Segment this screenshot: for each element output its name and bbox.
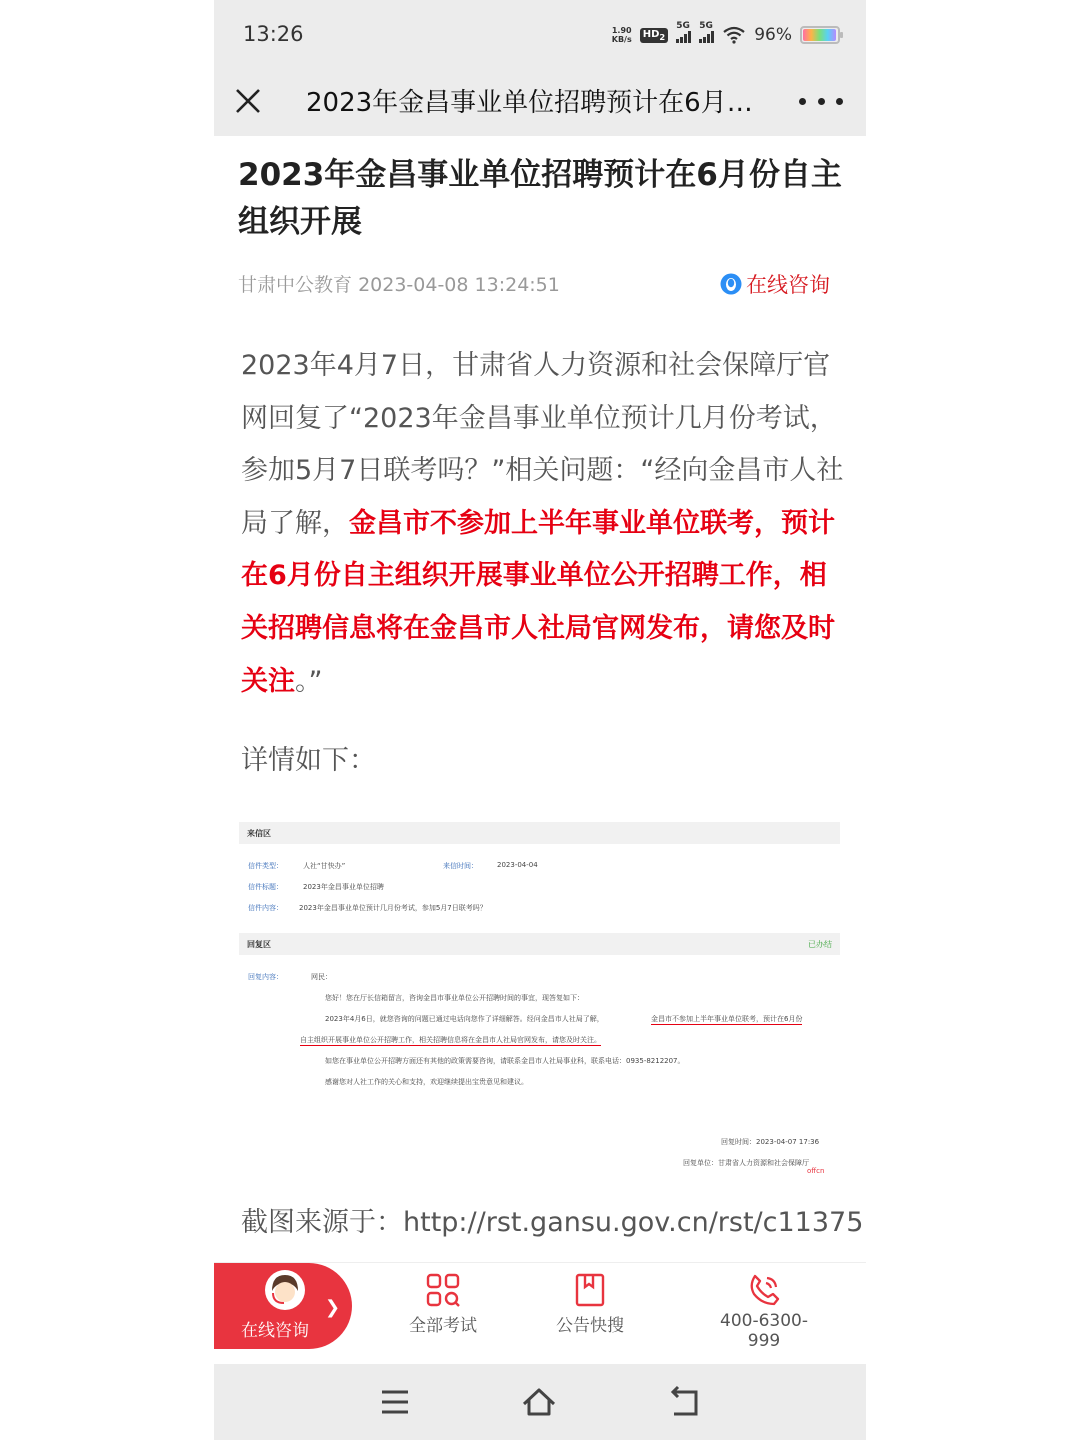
more-icon[interactable] [799, 86, 843, 116]
reply-line-2a: 2023年4月6日，就您咨询的问题已通过电话向您作了详细解答。经问金昌市人社局了解， [325, 1015, 604, 1023]
reply-line-1: 您好！您在厅长信箱留言，咨询金昌市事业单位公开招聘时间的事宜，现答复如下： [325, 994, 584, 1002]
online-consult-label: 在线咨询 [746, 273, 830, 297]
signal-bar [688, 31, 691, 43]
signal-bar [703, 37, 706, 43]
wifi-icon [722, 26, 746, 44]
subject-label: 信件标题： [248, 883, 283, 891]
reply-section-header [239, 933, 840, 955]
nav-notice-search-label: 公告快搜 [556, 1316, 624, 1336]
content-label: 信件内容： [248, 904, 283, 912]
signal-bar [684, 34, 687, 43]
embedded-screenshot [239, 820, 840, 1180]
paragraph-highlight: 金昌市不参加上半年事业单位联考，预计在6月份自主组织开展事业单位公开招聘工作，相关招聘信息将在金昌市人社局官网发布，请您及时关注 [241, 507, 835, 697]
nav-all-exams-label: 全部考试 [409, 1316, 477, 1336]
dot [818, 98, 825, 105]
signal1-label: 5G [676, 21, 690, 31]
dot [836, 98, 843, 105]
menu-icon[interactable] [375, 1384, 415, 1420]
top-bar [214, 66, 866, 136]
status-bar [214, 0, 866, 66]
hd-label: HD [642, 28, 660, 40]
back-icon[interactable] [665, 1384, 705, 1420]
reply-label: 回复内容： [248, 973, 283, 981]
online-consult-link[interactable] [720, 269, 830, 299]
reply-line-3: 自主组织开展事业单位公开招聘工作，相关招聘信息将在金昌市人社局官网发布，请您及时关注。 [300, 1036, 601, 1044]
hd-sub: 2 [659, 31, 666, 42]
signal-bar [711, 31, 714, 43]
status-icons [612, 22, 840, 48]
signal-bar [676, 39, 679, 43]
speed-unit: KB/s [611, 35, 632, 44]
article-meta [238, 270, 560, 297]
reply-line-4: 如您在事业单位公开招聘方面还有其他的政策需要咨询，请联系金昌市人社局事业科，联系电话：0935-8212207。 [325, 1057, 685, 1065]
source-line: 截图来源于：http://rst.gansu.gov.cn/rst/c11375 [241, 1207, 864, 1238]
nav-notice-search[interactable] [554, 1273, 626, 1336]
signal-bar [707, 34, 710, 43]
phone-icon [747, 1273, 781, 1307]
time-label: 来信时间： [443, 862, 478, 870]
article-source: 甘肃中公教育 [238, 274, 353, 296]
signal-icon-2 [699, 21, 714, 43]
article-paragraph [241, 340, 845, 708]
reply-line-5: 感谢您对人社工作的关心和支持，欢迎继续提出宝贵意见和建议。 [325, 1078, 528, 1086]
battery-fill [803, 29, 836, 41]
article-title: 2023年金昌事业单位招聘预计在6月份自主组织开展 [238, 157, 842, 240]
content-value: 2023年金昌事业单位预计几月份考试，参加5月7日联考吗？ [299, 904, 487, 912]
reply-unit: 回复单位：甘肃省人力资源和社会保障厅 [683, 1159, 809, 1167]
customer-service-avatar-icon [264, 1269, 306, 1311]
paragraph-text-2: 。” [295, 665, 323, 697]
type-value: 人社“甘快办” [303, 862, 346, 870]
reply-status: 已办结 [808, 940, 832, 949]
chevron-right-icon: ❯ [325, 1297, 341, 1318]
signal-bar [699, 39, 702, 43]
battery-icon [800, 26, 840, 44]
signal-bar [680, 37, 683, 43]
close-icon[interactable] [228, 81, 268, 121]
letter-section-title: 来信区 [247, 829, 271, 838]
dot [799, 98, 806, 105]
paragraph-text-1: 2023年4月7日，甘肃省人力资源和社会保障厅官网回复了“2023年金昌事业单位预计几月份考试，参加5月7日联考吗？”相关问题：“经向金昌市人社局了解， [241, 350, 844, 539]
speed-value: 1.90 [611, 26, 632, 35]
signal-icon-1 [676, 21, 691, 43]
signal2-label: 5G [699, 21, 713, 31]
status-time: 13:26 [243, 22, 304, 46]
reply-greeting: 网民： [311, 973, 332, 981]
reply-time: 回复时间：2023-04-07 17:36 [721, 1138, 820, 1146]
hd-icon [640, 28, 668, 43]
bottom-consult-button[interactable] [214, 1263, 352, 1349]
nav-phone[interactable] [708, 1273, 820, 1351]
page-title: 2023年金昌事业单位招聘预计在6月… [306, 88, 753, 118]
home-icon[interactable] [519, 1384, 559, 1420]
nav-phone-label: 400-6300-999 [720, 1311, 808, 1351]
system-nav-bar [214, 1364, 866, 1440]
phone-screen [214, 0, 866, 1440]
detail-label: 详情如下： [241, 745, 376, 776]
reply-section-title: 回复区 [247, 940, 271, 949]
letter-section-header [239, 822, 840, 844]
time-value: 2023-04-04 [497, 861, 538, 869]
bottom-consult-label: 在线咨询 [241, 1321, 309, 1341]
article-datetime: 2023-04-08 13:24:51 [358, 274, 560, 296]
type-label: 信件类型： [248, 862, 283, 870]
subject-value: 2023年金昌事业单位招聘 [303, 883, 384, 891]
book-icon [573, 1273, 607, 1307]
offcn-watermark: offcn [807, 1167, 825, 1175]
battery-percent: 96% [754, 25, 792, 45]
qq-penguin-icon [720, 273, 742, 295]
bottom-nav [214, 1262, 866, 1364]
grid-icon [426, 1273, 460, 1307]
nav-all-exams[interactable] [407, 1273, 479, 1336]
network-speed [612, 26, 632, 44]
reply-line-2b: 金昌市不参加上半年事业单位联考，预计在6月份 [651, 1015, 803, 1023]
